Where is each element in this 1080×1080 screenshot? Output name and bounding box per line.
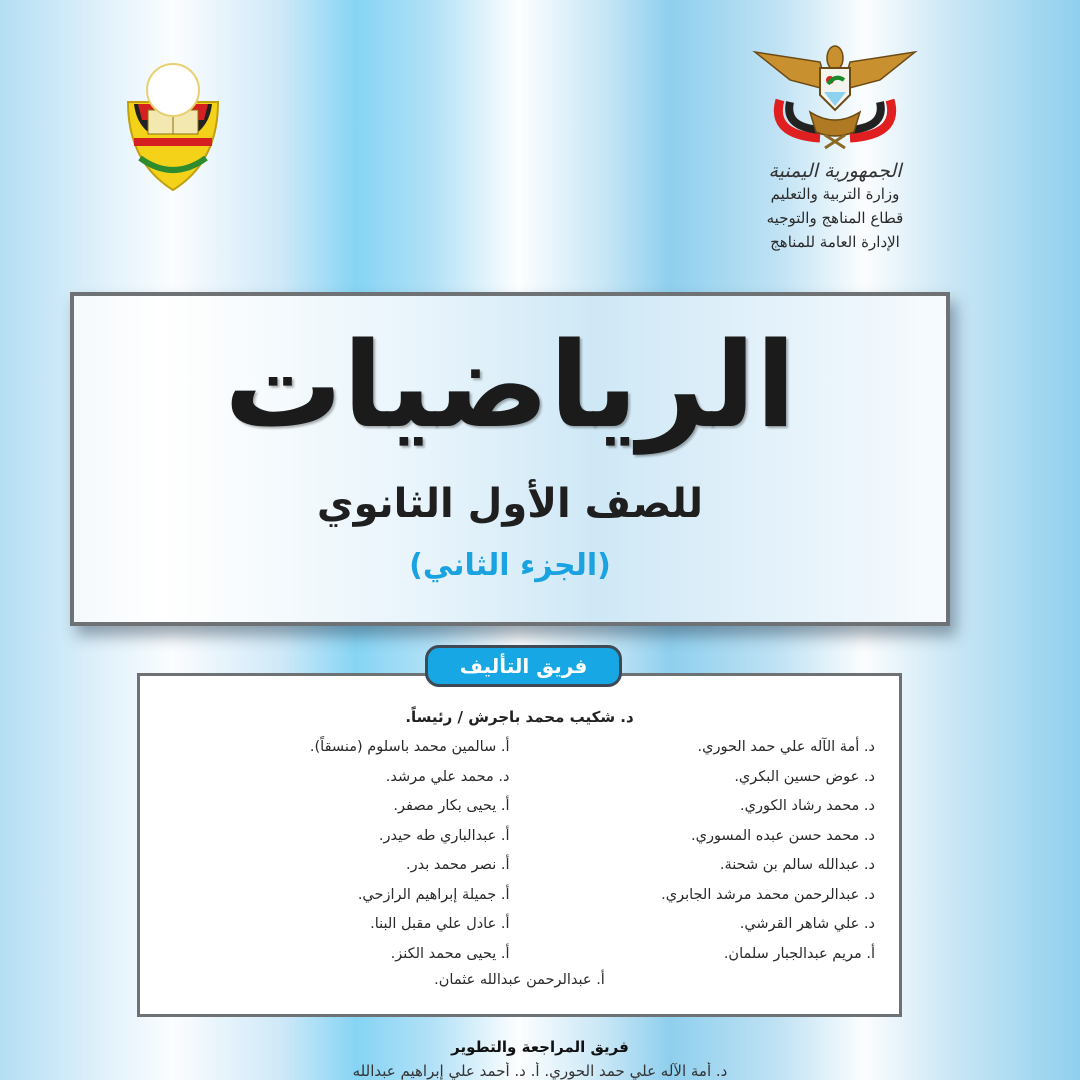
ministry-line-1: وزارة التربية والتعليم xyxy=(770,185,900,203)
author-item: د. عبدالله سالم بن شحنة. xyxy=(719,857,875,873)
author-item: أ. يحيى محمد الكنز. xyxy=(390,945,510,962)
title-panel xyxy=(70,292,950,626)
author-item: د. محمد حسن عبده المسوري. xyxy=(690,827,875,844)
review-team-first-line: د. أمة الآله علي حمد الحوري. أ. د. أحمد علي إبراهيم عبدالله xyxy=(352,1062,728,1080)
author-item: د. محمد علي مرشد. xyxy=(385,768,510,785)
review-team-title: فريق المراجعة والتطوير xyxy=(451,1038,629,1056)
author-item: أ. يحيى بكار مصفر. xyxy=(393,798,510,814)
grade-label: للصف الأول الثانوي xyxy=(316,481,704,527)
authors-left-column xyxy=(158,733,524,969)
team-chair: د. شكيب محمد باجرش / رئيساً. xyxy=(405,708,634,726)
author-item: أ. عبدالباري طه حيدر. xyxy=(378,827,510,844)
yemen-eagle-emblem-icon xyxy=(750,40,920,150)
author-item: د. علي شاهر القرشي. xyxy=(739,916,875,932)
author-item: د. محمد رشاد الكوري. xyxy=(740,798,875,814)
author-item: د. عوض حسين البكري. xyxy=(734,768,875,785)
ministry-header xyxy=(730,40,940,254)
author-item: د. أمة الآله علي حمد الحوري. xyxy=(697,739,875,755)
authoring-team-tab: فريق التأليف xyxy=(425,645,622,687)
author-item: أ. جميلة إبراهيم الرازحي. xyxy=(357,886,510,903)
author-item: أ. عادل علي مقبل البنا. xyxy=(370,916,510,932)
authors-right-column xyxy=(524,733,882,969)
ministry-line-2: قطاع المناهج والتوجيه xyxy=(766,209,904,227)
ministry-line-3: الإدارة العامة للمناهج xyxy=(770,233,900,251)
authors-panel xyxy=(137,673,902,1017)
author-item: د. عبدالرحمن محمد مرشد الجابري. xyxy=(661,886,875,903)
book-title: الرياضيات xyxy=(224,316,796,454)
author-item: أ. مريم عبدالجبار سلمان. xyxy=(723,945,875,962)
part-label: (الجزء الثاني) xyxy=(409,548,611,583)
ministry-badge-icon xyxy=(118,62,228,192)
author-item: أ. سالمين محمد باسلوم (منسقاً). xyxy=(309,739,510,755)
republic-calligraphy: الجمهورية اليمنية xyxy=(768,160,902,182)
author-item: أ. نصر محمد بدر. xyxy=(406,857,510,873)
author-item-last: أ. عبدالرحمن عبدالله عثمان. xyxy=(434,972,605,988)
